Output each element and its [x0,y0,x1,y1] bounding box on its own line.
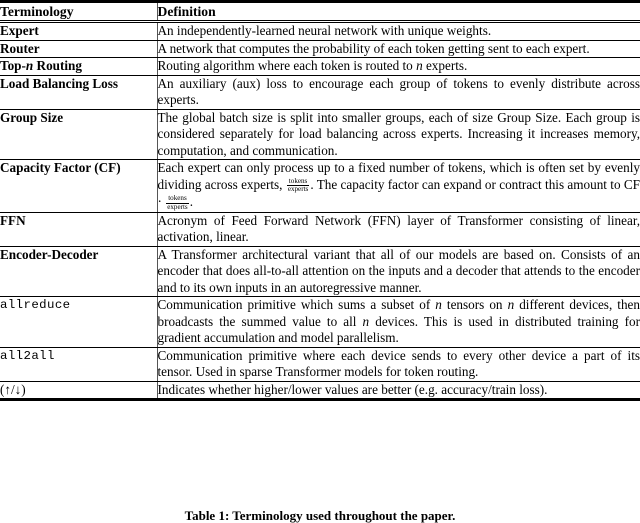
capacity-factor-text-part-3: . [189,194,193,210]
term-load-balancing-loss: Load Balancing Loss [0,75,118,91]
term-capacity-factor: Capacity Factor (CF) [0,160,121,175]
column-header-definition: Definition [157,3,640,20]
table-caption-text: Table 1: Terminology used throughout the paper. [184,508,456,523]
term-top-n-routing: Top-n Routing [0,58,82,73]
definition-all2all: Communication primitive where each device sends to every other device a part of its tensor. Used in sparse Transformer models for token routing. [157,347,640,380]
term-encoder-decoder: Encoder-Decoder [0,246,99,262]
definition-ffn: Acronym of Feed Forward Network (FFN) layer of Transformer consisting of linear, activation, linear. [157,212,640,245]
table-row [0,247,640,297]
table-bottom-rule [0,398,640,401]
term-all2all: all2all [0,348,55,363]
table-row [0,213,640,246]
table-caption [0,508,640,523]
definition-capacity-factor [157,160,640,212]
capacity-factor-text-part-2: . The capacity factor can expand or contract this amount to CF · [157,176,640,210]
definition-router: A network that computes the probability of each token getting sent to each expert. [157,41,640,58]
definition-group-size: The global batch size is split into smaller groups, each of size Group Size. Each group is considered separately for load balancing across experts. Increasing it increases memory, computation, and communication. [157,109,640,158]
table-header-row [0,3,640,20]
table-row [0,297,640,347]
definition-top-n-routing: Routing algorithm where each token is routed to n experts. [157,58,640,75]
term-router: Router [0,40,40,56]
definition-expert: An independently-learned neural network with unique weights. [157,23,640,40]
table-row [0,58,640,75]
definition-arrow-indicator: Indicates whether higher/lower values are better (e.g. accuracy/train loss). [157,382,640,399]
table-row [0,76,640,109]
table-row [0,160,640,212]
table-row [0,348,640,381]
definition-load-balancing-loss: An auxiliary (aux) loss to encourage each group of tokens to evenly distribute across experts. [157,75,640,107]
capacity-factor-text-part-1: Each expert can only process up to a fixed number of tokens, which is often set by evenly dividing across experts, [157,160,640,192]
table-row [0,41,640,58]
term-expert: Expert [0,23,39,38]
definition-encoder-decoder: A Transformer architectural variant that all of our models are based on. Consists of an encoder that does all-to-all attention on the inputs and a decoder that attends to the encoder and to its own inputs in an autoregressive manner. [157,246,640,295]
definition-allreduce: Communication primitive which sums a subset of n tensors on n different devices, then broadcasts the summed value to all n devices. This is used in distributed training for gradient accumulation and model parallelism. [157,297,640,346]
fraction-tokens-experts-2: $\frac{\text{tokens}}{\text{experts}}$ [167,194,188,212]
column-header-terminology: Terminology [0,4,74,19]
term-ffn: FFN [0,212,26,228]
table-row [0,110,640,160]
term-arrow-indicator: (↑/↓) [0,381,26,397]
fraction-tokens-experts-1: $\frac{\text{tokens}}{\text{experts}}$ [287,176,309,194]
table-row [0,23,640,40]
term-allreduce: allreduce [0,298,71,313]
term-group-size: Group Size [0,109,64,125]
table-row [0,382,640,399]
